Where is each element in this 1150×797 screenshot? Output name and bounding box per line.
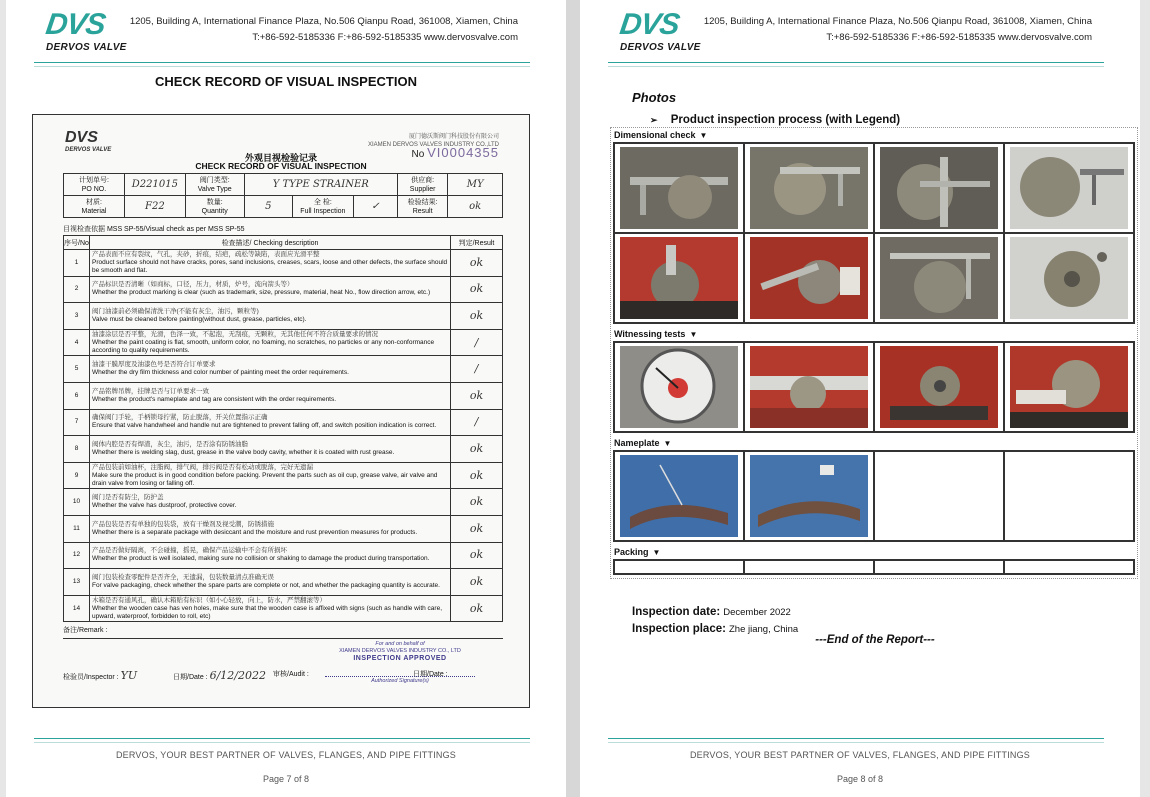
item-description bbox=[90, 595, 451, 622]
item-description bbox=[90, 489, 451, 516]
photo-cell bbox=[744, 451, 874, 541]
section-dimensional-check[interactable] bbox=[611, 128, 1137, 142]
item-number: 14 bbox=[64, 595, 90, 622]
inspection-date-label: Inspection date: bbox=[632, 606, 721, 618]
form-logo-mark: DVS bbox=[65, 129, 98, 146]
bullet-arrow-icon: ➢ bbox=[650, 115, 658, 125]
document-page-8 bbox=[580, 0, 1140, 797]
checklist-row bbox=[64, 595, 503, 622]
item-description-en: Whether the paint coating is flat, smooth, uniform color, no foaming, no scratches, no particles or any non-conformance according to quality requirements. bbox=[92, 338, 435, 354]
contact-line: T:+86-592-5185336 F:+86-592-5185335 www.dervosvalve.com bbox=[252, 32, 518, 43]
item-number: 9 bbox=[64, 462, 90, 489]
audit-date-field: 日期/Date : bbox=[413, 671, 448, 678]
item-description-en: Make sure the product is in good condition before packing. Prevent the parts such as oil cup, grease valve, air valve and drain valve from losing or falling off. bbox=[92, 471, 438, 487]
page-number: Page 8 of 8 bbox=[836, 774, 884, 784]
logo-mark: DVS bbox=[617, 8, 682, 41]
item-result: ok bbox=[451, 515, 503, 542]
address-line: 1205, Building A, International Finance Plaza, No.506 Qianpu Road, 361008, Xiamen, China bbox=[703, 16, 1092, 27]
item-result: ok bbox=[451, 569, 503, 596]
form-title-cn: 外观目视检验记录 bbox=[244, 153, 317, 163]
photo-cell bbox=[1004, 143, 1134, 233]
footer-rule bbox=[608, 738, 1104, 739]
photo-cell bbox=[744, 342, 874, 432]
photo-grid-container bbox=[610, 127, 1138, 579]
valve-inspection-photo bbox=[750, 237, 868, 319]
inspector-label: 检验员/Inspector : bbox=[63, 674, 119, 681]
page-number: Page 7 of 8 bbox=[262, 774, 310, 784]
audit-field: 审核/Audit : bbox=[273, 671, 309, 678]
dimensional-photo-grid bbox=[613, 142, 1135, 324]
inspection-basis: 目视检查依据 MSS SP-55/Visual check as per MSS SP-55 bbox=[63, 226, 245, 233]
legend-text: Product inspection process (with Legend) bbox=[670, 114, 901, 126]
item-description-en: Whether the valve has dustproof, protective cover. bbox=[92, 502, 237, 510]
page-gutter bbox=[566, 0, 580, 797]
item-description bbox=[90, 542, 451, 569]
nameplate-tag-photo bbox=[750, 455, 868, 537]
photo-cell bbox=[614, 342, 744, 432]
checklist-table bbox=[63, 235, 503, 622]
remark-line: 备注/Remark : bbox=[63, 625, 503, 639]
full-inspection-check: ✓ bbox=[353, 196, 397, 218]
inspection-info bbox=[632, 604, 798, 638]
form-company-cn: 厦门德沃斯阀门科技股份有限公司 bbox=[408, 134, 499, 140]
valve-inspection-photo bbox=[880, 237, 998, 319]
item-description-cn: 阀门包装检查零配件是否齐全，无遗漏，包装数量清点准确无误 bbox=[92, 573, 274, 581]
item-description bbox=[90, 569, 451, 596]
quantity-label: 数量: Quantity bbox=[185, 196, 244, 218]
checklist-row bbox=[64, 276, 503, 303]
date-label: 日期/Date : bbox=[173, 674, 208, 681]
item-description bbox=[90, 303, 451, 330]
page-title: CHECK RECORD OF VISUAL INSPECTION bbox=[155, 74, 417, 89]
item-number: 2 bbox=[64, 276, 90, 303]
checklist-row bbox=[64, 436, 503, 463]
empty-photo-cell bbox=[614, 560, 744, 574]
item-number: 12 bbox=[64, 542, 90, 569]
caliper-measure-photo bbox=[1010, 147, 1128, 229]
item-number: 6 bbox=[64, 382, 90, 409]
item-description bbox=[90, 382, 451, 409]
po-value: D221015 bbox=[124, 174, 185, 196]
checklist-row bbox=[64, 489, 503, 516]
supplier-label: 供应商: Supplier bbox=[397, 174, 447, 196]
checklist-row bbox=[64, 462, 503, 489]
item-result: / bbox=[451, 329, 503, 356]
header-rule-faint bbox=[34, 66, 530, 67]
item-number: 1 bbox=[64, 250, 90, 277]
checklist-row bbox=[64, 542, 503, 569]
item-number: 10 bbox=[64, 489, 90, 516]
stamp-signature-label: Authorized Signature(s) bbox=[371, 678, 429, 684]
item-result: ok bbox=[451, 276, 503, 303]
item-description bbox=[90, 329, 451, 356]
item-result: ok bbox=[451, 489, 503, 516]
checklist-row bbox=[64, 569, 503, 596]
item-description bbox=[90, 276, 451, 303]
item-number: 7 bbox=[64, 409, 90, 436]
item-description-en: Product surface should not have cracks, pores, sand inclusions, creases, scars, loose and other defects, the surface should be smooth and flat. bbox=[92, 258, 448, 274]
footer-slogan: DERVOS, YOUR BEST PARTNER OF VALVES, FLANGES, AND PIPE FITTINGS bbox=[689, 750, 1030, 760]
col-result-header: 判定/Result bbox=[451, 236, 503, 250]
po-label: 计划单号: PO NO. bbox=[64, 174, 125, 196]
form-logo bbox=[65, 129, 111, 153]
item-result: ok bbox=[451, 436, 503, 463]
item-result: / bbox=[451, 356, 503, 383]
header-rule bbox=[34, 62, 530, 63]
dropdown-triangle-icon[interactable]: ▼ bbox=[652, 548, 661, 557]
address-line: 1205, Building A, International Finance Plaza, No.506 Qianpu Road, 361008, Xiamen, China bbox=[129, 16, 518, 27]
logo-text: DERVOS VALVE bbox=[620, 42, 701, 53]
item-description-en: Whether there is welding slag, dust, grease in the valve body cavity, whether it is coated with rust grease. bbox=[92, 448, 395, 456]
checklist-row bbox=[64, 515, 503, 542]
inspection-date-field bbox=[173, 669, 266, 682]
item-description bbox=[90, 250, 451, 277]
photo-cell bbox=[1004, 342, 1134, 432]
section-nameplate[interactable] bbox=[611, 436, 1137, 450]
packing-photo-grid bbox=[613, 559, 1135, 575]
valve-inspection-photo bbox=[620, 237, 738, 319]
item-result: ok bbox=[451, 382, 503, 409]
col-description-header: 检查描述/ Checking description bbox=[90, 236, 451, 250]
header-address bbox=[130, 14, 518, 46]
item-description-cn: 产品包装前如油杯，注脂阀，排气阀，排污阀是否有松动或脱落，完好无遗漏 bbox=[92, 463, 313, 471]
item-description bbox=[90, 462, 451, 489]
signature-area bbox=[63, 641, 503, 695]
item-description-en: Whether the product is well isolated, making sure no collision or shaking to damage the product during transportation. bbox=[92, 555, 430, 563]
photo-cell bbox=[614, 451, 744, 541]
item-description bbox=[90, 356, 451, 383]
item-description-cn: 产品表面不应有裂纹，气孔，夹砂，折痕，结疤，疏松等缺陷，表面应光滑平整 bbox=[92, 250, 320, 258]
form-title-en: CHECK RECORD OF VISUAL INSPECTION bbox=[195, 161, 367, 171]
photo-cell bbox=[874, 233, 1004, 323]
section-label: Nameplate bbox=[614, 438, 660, 448]
item-description-en: Valve must be cleaned before painting(without dust, grease, particles, etc). bbox=[92, 315, 307, 323]
material-label: 材质: Material bbox=[64, 196, 125, 218]
checklist-row bbox=[64, 303, 503, 330]
witnessing-photo-grid bbox=[613, 341, 1135, 433]
section-label: Dimensional check bbox=[614, 130, 696, 140]
dropdown-triangle-icon[interactable]: ▼ bbox=[699, 131, 708, 140]
header-address bbox=[704, 14, 1092, 46]
checklist-row bbox=[64, 409, 503, 436]
pressure-test-photo bbox=[750, 346, 868, 428]
item-description-en: Whether the wooden case has ven holes, make sure that the wooden case is affixed with signs (such as handle with care, upward, waterproof, forbidden to roll, etc) bbox=[92, 604, 442, 620]
form-serial: VI0004355 bbox=[427, 145, 499, 160]
item-description-cn: 产品铭牌吊牌，挂牌是否与订单要求一致 bbox=[92, 387, 209, 395]
col-no-header: 序号/No bbox=[64, 236, 90, 250]
footer-rule-faint bbox=[34, 742, 530, 743]
item-description bbox=[90, 436, 451, 463]
photo-cell bbox=[614, 143, 744, 233]
checklist-header bbox=[64, 236, 503, 250]
empty-photo-cell bbox=[874, 451, 1004, 541]
section-packing[interactable] bbox=[611, 545, 1137, 559]
photo-cell bbox=[1004, 233, 1134, 323]
photo-cell bbox=[744, 143, 874, 233]
item-result: ok bbox=[451, 595, 503, 622]
item-result: ok bbox=[451, 303, 503, 330]
item-description-cn: 油漆涂层是否平整，光滑，色泽一致，不起泡，无刮痕，无颗粒，无其他任何不符合质量要求的情况 bbox=[92, 330, 378, 338]
caliper-measure-photo bbox=[620, 147, 738, 229]
empty-photo-cell bbox=[874, 560, 1004, 574]
stamp-for: For and on behalf of bbox=[375, 641, 425, 647]
item-description-cn: 油漆干膜厚度及油漆色号是否符合订单要求 bbox=[92, 361, 216, 369]
checklist-row bbox=[64, 382, 503, 409]
form-no-label: No bbox=[411, 149, 425, 160]
inspection-place-label: Inspection place: bbox=[632, 623, 726, 635]
end-of-report: ---End of the Report--- bbox=[815, 634, 935, 646]
item-description-cn: 阀门是否有防尘，防护盖 bbox=[92, 494, 164, 502]
item-description-cn: 产品标识是否清晰（如商标，口径，压力，材质，炉号，流向箭头等） bbox=[92, 281, 294, 289]
footer-slogan: DERVOS, YOUR BEST PARTNER OF VALVES, FLANGES, AND PIPE FITTINGS bbox=[115, 750, 456, 760]
quantity-value: 5 bbox=[244, 196, 292, 218]
valve-type-label: 阀门类型: Valve Type bbox=[185, 174, 244, 196]
empty-photo-cell bbox=[1004, 451, 1134, 541]
item-description-en: Ensure that valve handwheel and handle nut are tightened to prevent falling off, and switch position indication is correct. bbox=[92, 422, 437, 430]
form-info-table bbox=[63, 173, 503, 218]
header-rule-faint bbox=[608, 66, 1104, 67]
form-company-en: XIAMEN DERVOS VALVES INDUSTRY CO.,LTD bbox=[367, 142, 499, 148]
photos-heading: Photos bbox=[632, 90, 677, 105]
inspector-signature: YU bbox=[120, 669, 138, 682]
valve-inspection-photo bbox=[1010, 237, 1128, 319]
item-number: 3 bbox=[64, 303, 90, 330]
checklist-row bbox=[64, 329, 503, 356]
supplier-value: MY bbox=[448, 174, 503, 196]
inspection-place-value: Zhe jiang, China bbox=[729, 624, 799, 635]
checklist-row bbox=[64, 250, 503, 277]
item-number: 13 bbox=[64, 569, 90, 596]
inspector-field bbox=[63, 669, 137, 682]
result-value: ok bbox=[448, 196, 503, 218]
scanned-inspection-form bbox=[32, 114, 530, 708]
item-description-cn: 产品包装是否有单独的包装袋，放有干燥剂及视受潮，防锈措施 bbox=[92, 520, 274, 528]
logo-text: DERVOS VALVE bbox=[46, 42, 127, 53]
dropdown-triangle-icon[interactable]: ▼ bbox=[663, 439, 672, 448]
pressure-test-photo bbox=[880, 346, 998, 428]
item-description-en: Whether the product marking is clear (such as trademark, size, pressure, material, heat No., flow direction arrow, etc.) bbox=[92, 289, 431, 297]
caliper-measure-photo bbox=[750, 147, 868, 229]
document-page-7 bbox=[6, 0, 566, 797]
item-result: ok bbox=[451, 462, 503, 489]
header-rule bbox=[608, 62, 1104, 63]
item-description-en: For valve packaging, check whether the spare parts are complete or not, and whether the packaging quantity is accurate. bbox=[92, 581, 440, 589]
item-description-cn: 确保阀门手轮，手柄锁母拧紧，防止脱落，开关位置指示正确 bbox=[92, 414, 268, 422]
photo-cell bbox=[874, 143, 1004, 233]
inspection-date-value: December 2022 bbox=[723, 607, 791, 618]
section-witnessing-tests[interactable] bbox=[611, 327, 1137, 341]
item-number: 11 bbox=[64, 515, 90, 542]
caliper-measure-photo bbox=[880, 147, 998, 229]
empty-photo-cell bbox=[1004, 560, 1134, 574]
item-description bbox=[90, 515, 451, 542]
item-description-en: Whether the product's nameplate and tag are consistent with the order requirements. bbox=[92, 395, 337, 403]
footer-rule bbox=[34, 738, 530, 739]
item-description-cn: 阀体内腔是否有焊渣，灰尘，油污，是否涂有防锈油脂 bbox=[92, 440, 248, 448]
item-description-en: Whether the dry film thickness and color number of painting meet the order requirements. bbox=[92, 369, 349, 377]
contact-line: T:+86-592-5185336 F:+86-592-5185335 www.dervosvalve.com bbox=[826, 32, 1092, 43]
photo-cell bbox=[744, 233, 874, 323]
inspection-date-line bbox=[632, 604, 798, 621]
item-number: 5 bbox=[64, 356, 90, 383]
item-description-cn: 木箱是否有通风孔，确认木箱贴有标识（如小心轻放，向上，防水，严禁翻滚等） bbox=[92, 596, 326, 604]
approval-stamp bbox=[325, 641, 475, 689]
result-label: 检验结果: Result bbox=[397, 196, 447, 218]
item-number: 8 bbox=[64, 436, 90, 463]
section-label: Witnessing tests bbox=[614, 329, 686, 339]
valve-type-value: Y TYPE STRAINER bbox=[244, 174, 397, 196]
item-result: ok bbox=[451, 542, 503, 569]
dropdown-triangle-icon[interactable]: ▼ bbox=[689, 330, 698, 339]
form-logo-text: DERVOS VALVE bbox=[65, 147, 112, 153]
pressure-test-photo bbox=[1010, 346, 1128, 428]
footer-rule-faint bbox=[608, 742, 1104, 743]
item-number: 4 bbox=[64, 329, 90, 356]
nameplate-tag-photo bbox=[620, 455, 738, 537]
legend-line bbox=[650, 114, 900, 126]
stamp-approved: INSPECTION APPROVED bbox=[353, 655, 447, 662]
nameplate-photo-grid bbox=[613, 450, 1135, 542]
item-result: ok bbox=[451, 250, 503, 277]
stamp-company: XIAMEN DERVOS VALVES INDUSTRY CO., LTD bbox=[339, 648, 461, 654]
date-handwritten: 6/12/2022 bbox=[209, 669, 266, 682]
item-description-en: Whether there is a separate package with desiccant and the moisture and rust prevention measures for products. bbox=[92, 528, 418, 536]
checklist-row bbox=[64, 356, 503, 383]
photo-cell bbox=[614, 233, 744, 323]
section-label: Packing bbox=[614, 547, 649, 557]
empty-photo-cell bbox=[744, 560, 874, 574]
photo-cell bbox=[874, 342, 1004, 432]
item-description-cn: 阀门油漆前必须确保清洗干净(不能有灰尘，油污，颗粒等) bbox=[92, 307, 259, 315]
material-value: F22 bbox=[124, 196, 185, 218]
item-description bbox=[90, 409, 451, 436]
logo-mark: DVS bbox=[43, 8, 108, 41]
item-result: / bbox=[451, 409, 503, 436]
item-description-cn: 产品是否做好隔离，不会碰撞，摇晃，确保产品运输中不会有所损坏 bbox=[92, 547, 287, 555]
full-inspection-label: 全 检: Full Inspection bbox=[292, 196, 353, 218]
pressure-gauge-photo bbox=[620, 346, 738, 428]
